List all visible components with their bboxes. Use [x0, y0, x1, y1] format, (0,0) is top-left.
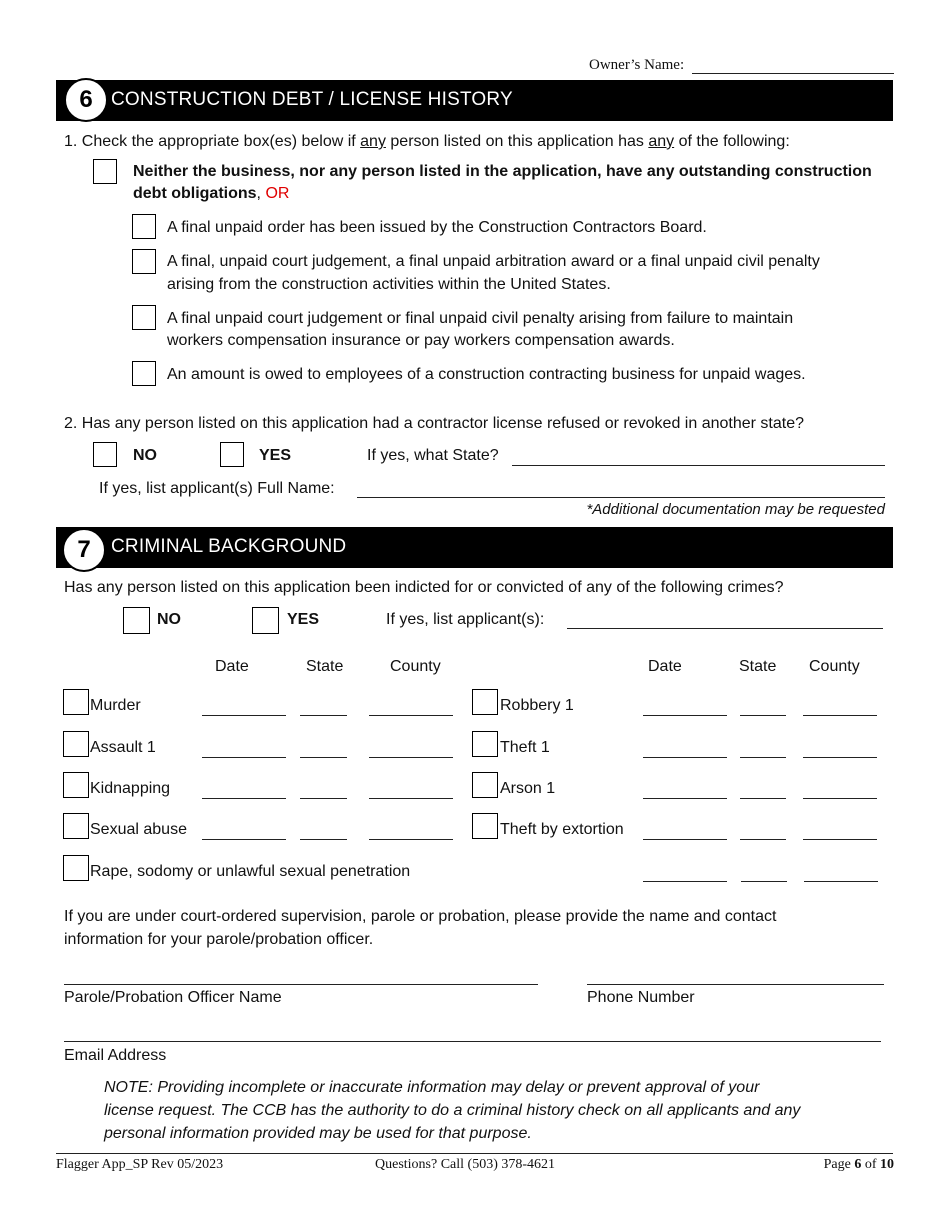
supervision-text-2: information for your parole/probation officer. [64, 931, 374, 948]
unpaid-order-checkbox[interactable] [132, 214, 156, 239]
kidnapping-checkbox[interactable] [63, 772, 89, 798]
rape-checkbox[interactable] [63, 855, 89, 881]
col-county-right: County [809, 658, 860, 675]
phone-label: Phone Number [587, 989, 695, 1006]
crime-rape: Rape, sodomy or unlawful sexual penetration [90, 863, 411, 880]
right-row0-date-field[interactable] [643, 715, 727, 716]
court-judgement-checkbox[interactable] [132, 249, 156, 274]
unpaid-order-text: A final unpaid order has been issued by the Construction Contractors Board. [167, 219, 707, 236]
note-line-1: NOTE: Providing incomplete or inaccurate information may delay or prevent approval of your [104, 1079, 760, 1096]
license-yes-label: YES [259, 447, 292, 464]
neither-checkbox[interactable] [93, 159, 117, 184]
question-1: 1. Check the appropriate box(es) below if any person listed on this application has any of the following: [64, 133, 790, 150]
crime-kidnapping: Kidnapping [90, 780, 171, 797]
footer-form-id: Flagger App_SP Rev 05/2023 [56, 1157, 224, 1172]
section-7-header [56, 527, 893, 568]
unpaid-wages-text: An amount is owed to employees of a construction contracting business for unpaid wages. [167, 366, 806, 383]
theft-checkbox[interactable] [472, 731, 498, 757]
assault-checkbox[interactable] [63, 731, 89, 757]
crime-arson: Arson 1 [500, 780, 556, 797]
right-row3-date-field[interactable] [643, 839, 727, 840]
license-no-checkbox[interactable] [93, 442, 117, 467]
col-state-left: State [306, 658, 344, 675]
crime-theft-extortion: Theft by extortion [500, 821, 624, 838]
additional-doc-note: *Additional documentation may be requested [586, 501, 885, 518]
neither-text-line1: Neither the business, nor any person listed in the application, have any outstanding construction [133, 163, 872, 180]
applicants-field[interactable] [567, 628, 883, 629]
left-row2-state-field[interactable] [300, 798, 347, 799]
left-row3-county-field[interactable] [369, 839, 453, 840]
left-row3-date-field[interactable] [202, 839, 286, 840]
robbery-checkbox[interactable] [472, 689, 498, 715]
col-county-left: County [390, 658, 441, 675]
workers-comp-text-1: A final unpaid court judgement or final unpaid civil penalty arising from failure to maintain [167, 310, 794, 327]
right-row1-state-field[interactable] [740, 757, 786, 758]
full-name-label: If yes, list applicant(s) Full Name: [99, 480, 335, 497]
left-row3-state-field[interactable] [300, 839, 347, 840]
murder-checkbox[interactable] [63, 689, 89, 715]
workers-comp-checkbox[interactable] [132, 305, 156, 330]
left-row0-county-field[interactable] [369, 715, 453, 716]
crime-sexual-abuse: Sexual abuse [90, 821, 187, 838]
left-row1-state-field[interactable] [300, 757, 347, 758]
neither-text-line2: debt obligations, OR [133, 185, 290, 202]
section-6-title: CONSTRUCTION DEBT / LICENSE HISTORY [111, 89, 513, 110]
email-label: Email Address [64, 1047, 167, 1064]
left-row2-date-field[interactable] [202, 798, 286, 799]
left-row0-state-field[interactable] [300, 715, 347, 716]
section-7-number: 7 [62, 528, 106, 572]
right-row0-state-field[interactable] [740, 715, 786, 716]
right-row3-county-field[interactable] [803, 839, 877, 840]
right-row2-state-field[interactable] [740, 798, 786, 799]
criminal-yes-label: YES [287, 611, 320, 628]
crime-theft: Theft 1 [500, 739, 550, 756]
theft-extortion-checkbox[interactable] [472, 813, 498, 839]
applicants-label: If yes, list applicant(s): [386, 611, 545, 628]
crime-robbery: Robbery 1 [500, 697, 574, 714]
note-line-3: personal information provided may be used for that purpose. [104, 1125, 532, 1142]
criminal-question: Has any person listed on this application been indicted for or convicted of any of the following crimes? [64, 579, 784, 596]
right-row0-county-field[interactable] [803, 715, 877, 716]
col-date-right: Date [648, 658, 682, 675]
unpaid-wages-checkbox[interactable] [132, 361, 156, 386]
section-7-title: CRIMINAL BACKGROUND [111, 536, 347, 557]
rape-date-field[interactable] [643, 881, 727, 882]
rape-state-field[interactable] [741, 881, 787, 882]
right-row3-state-field[interactable] [740, 839, 786, 840]
phone-field[interactable] [587, 984, 884, 985]
left-row1-county-field[interactable] [369, 757, 453, 758]
sexual-abuse-checkbox[interactable] [63, 813, 89, 839]
crime-assault: Assault 1 [90, 739, 156, 756]
question-2: 2. Has any person listed on this application had a contractor license refused or revoked in another state? [64, 415, 804, 432]
court-judgement-text-1: A final, unpaid court judgement, a final unpaid arbitration award or a final unpaid civil penalty [167, 253, 820, 270]
footer-contact: Questions? Call (503) 378-4621 [375, 1157, 556, 1172]
right-row2-county-field[interactable] [803, 798, 877, 799]
col-state-right: State [739, 658, 777, 675]
license-yes-checkbox[interactable] [220, 442, 244, 467]
footer-divider [56, 1153, 893, 1154]
state-field[interactable] [512, 465, 885, 466]
email-field[interactable] [64, 1041, 881, 1042]
supervision-text-1: If you are under court-ordered supervision, parole or probation, please provide the name and contact [64, 908, 777, 925]
section-6-number: 6 [64, 78, 108, 122]
workers-comp-text-2: workers compensation insurance or pay workers compensation awards. [167, 332, 675, 349]
owner-name-field[interactable] [692, 73, 894, 74]
criminal-yes-checkbox[interactable] [252, 607, 279, 634]
court-judgement-text-2: arising from the construction activities within the United States. [167, 276, 611, 293]
criminal-no-label: NO [157, 611, 181, 628]
officer-name-label: Parole/Probation Officer Name [64, 989, 282, 1006]
state-label: If yes, what State? [367, 447, 499, 464]
col-date-left: Date [215, 658, 249, 675]
left-row0-date-field[interactable] [202, 715, 286, 716]
note-line-2: license request. The CCB has the authority to do a criminal history check on all applicants and any [104, 1102, 801, 1119]
arson-checkbox[interactable] [472, 772, 498, 798]
right-row1-date-field[interactable] [643, 757, 727, 758]
criminal-no-checkbox[interactable] [123, 607, 150, 634]
officer-name-field[interactable] [64, 984, 538, 985]
rape-county-field[interactable] [804, 881, 878, 882]
license-no-label: NO [133, 447, 157, 464]
owner-name-label: Owner’s Name: [589, 57, 685, 73]
right-row2-date-field[interactable] [643, 798, 727, 799]
full-name-field[interactable] [357, 497, 885, 498]
left-row1-date-field[interactable] [202, 757, 286, 758]
section-6-header [56, 80, 893, 121]
footer-page-number: Page 6 of 10 [823, 1157, 894, 1172]
crime-murder: Murder [90, 697, 141, 714]
right-row1-county-field[interactable] [803, 757, 877, 758]
left-row2-county-field[interactable] [369, 798, 453, 799]
